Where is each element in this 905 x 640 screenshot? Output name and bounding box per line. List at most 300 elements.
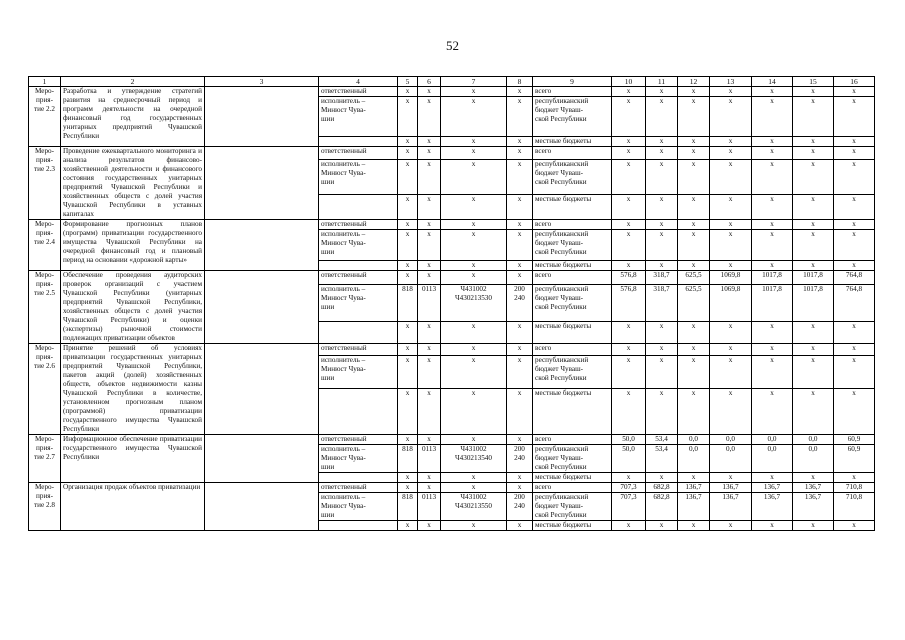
event-number [29,147,61,220]
cell-value: 136,7 [752,493,793,521]
funding-local-label: местные бюджеты [533,137,612,147]
cell-value: 1069,8 [710,284,752,322]
cell-value: 136,7 [793,483,834,493]
cell-x: x [793,322,834,344]
cell-value: 576,8 [612,284,646,322]
cell-value: 0,0 [710,445,752,473]
cell-x: x [793,355,834,389]
event-number-line: Меро- [34,220,55,228]
cell-x: x [441,194,507,219]
cell-x: x [834,137,875,147]
cell-x: x [834,97,875,137]
cell-x: x [678,220,710,230]
cell-x: x [398,521,418,531]
cell-x: x [793,97,834,137]
cell-x: x [441,137,507,147]
responsible-label: ответственный [319,87,398,97]
executor-label: исполнитель – [321,493,366,501]
cell-x: x [441,322,507,344]
column-number: 7 [441,77,507,87]
column-number: 9 [533,77,612,87]
cell-x: x [752,220,793,230]
funding-local-label: местные бюджеты [533,473,612,483]
responsible-label: ответственный [319,271,398,285]
event-empty-cell [205,220,319,271]
funding-line: ской Республики [535,463,587,471]
cell-csr [441,493,507,521]
funding-line: бюджет Чуваш- [535,106,583,114]
cell-x: x [612,355,646,389]
event-number-line: прия- [36,96,53,104]
cell-csr [441,445,507,473]
cell-x: x [398,220,418,230]
cell-value: 136,7 [678,493,710,521]
cell-x: x [612,344,646,356]
cell-x: x [678,137,710,147]
event-number-line: Меро- [34,483,55,491]
funding-local-label: местные бюджеты [533,261,612,271]
cell-x: x [752,521,793,531]
cell-x: x [418,194,441,219]
event-number-line: тие 2.4 [34,238,55,246]
cell-x: x [441,355,507,389]
cell-x: x [507,230,533,261]
cell-x: x [441,483,507,493]
cell-x: x [507,344,533,356]
empty-cell [319,389,398,435]
cell-x: x [793,87,834,97]
cell-x: x [834,355,875,389]
cell-x: x [612,389,646,435]
cell-x: x [418,355,441,389]
event-number-line: Меро- [34,87,55,95]
cell-x: x [398,261,418,271]
event-number-line: тие 2.6 [34,362,55,370]
cell-x: x [418,230,441,261]
cell-x: x [441,435,507,445]
cell-x: x [834,87,875,97]
column-number: 12 [678,77,710,87]
cell-rzpr: 0113 [418,445,441,473]
executor-org-end: шии [321,115,335,123]
funding-line: ской Республики [535,115,587,123]
event-empty-cell [205,271,319,344]
event-number-line: тие 2.7 [34,453,55,461]
responsible-label: ответственный [319,344,398,356]
cell-value: 625,5 [678,271,710,285]
csr-code-2: Ч430213550 [454,502,492,510]
cell-x: x [646,473,678,483]
event-number-line: прия- [36,280,53,288]
cell-x: x [418,344,441,356]
executor-org: Минюст Чува- [321,364,366,373]
cell-value: 764,8 [834,284,875,322]
column-number: 1 [29,77,61,87]
event-empty-cell [205,483,319,531]
cell-grbs: 818 [398,445,418,473]
executor-org-end: шии [321,373,335,382]
executor-label: исполнитель – [321,97,366,105]
csr-code-1: Ч431002 [460,493,487,501]
funding-line: республиканский [535,97,589,105]
funding-local-label: местные бюджеты [533,322,612,344]
column-number: 13 [710,77,752,87]
cell-x: x [710,344,752,356]
cell-x: x [398,230,418,261]
empty-cell [319,137,398,147]
cell-x: x [678,261,710,271]
column-number: 8 [507,77,533,87]
cell-x: x [398,473,418,483]
cell-x: x [646,322,678,344]
responsible-label: ответственный [319,483,398,493]
executor-org: Минюст Чува- [321,168,366,177]
event-number-line: Меро- [34,344,55,352]
executor-cell [319,284,398,322]
cell-x: x [834,322,875,344]
funding-line: бюджет Чуваш- [535,239,583,247]
cell-value: 0,0 [678,435,710,445]
event-description: Проведение ежеквартального мониторинга и анализа результатов финансово-хозяйственной деятельности и финансового состояния государственных унитарных предприятий Чувашской Республики и хозяйственных обществ с долей участия Чувашской Республики в уставных капиталах [61,147,205,220]
cell-x: x [441,97,507,137]
responsible-label: ответственный [319,220,398,230]
cell-x: x [752,344,793,356]
cell-x: x [418,483,441,493]
executor-cell [319,230,398,261]
cell-x: x [710,322,752,344]
cell-x: x [418,435,441,445]
cell-x: x [418,389,441,435]
cell-csr [441,284,507,322]
cell-x: x [418,137,441,147]
cell-x: x [752,261,793,271]
cell-value: 710,8 [834,493,875,521]
event-row-total [29,435,875,445]
event-number [29,483,61,531]
cell-x: x [646,355,678,389]
cell-x: x [710,87,752,97]
event-description: Принятие решений об условиях приватизации государственных унитарных предприятий Чувашской Республики, пакетов акций (долей) хозяйственных обществ, объектов недвижимости казны Чувашской Республики в количестве, установленном прогнозным планом (программой) приватизации государственного имущества Чувашской Республики [61,344,205,435]
cell-value: 0,0 [678,445,710,473]
funding-total-label: всего [533,435,612,445]
csr-code-2: Ч430213530 [454,293,492,302]
event-empty-cell [205,435,319,483]
cell-value: 0,0 [752,435,793,445]
cell-value: 682,8 [646,493,678,521]
cell-x: x [752,230,793,261]
cell-x: x [793,194,834,219]
cell-x: x [398,435,418,445]
cell-x: x [612,521,646,531]
event-row-total [29,87,875,97]
cell-value: 710,8 [834,483,875,493]
cell-x: x [441,473,507,483]
cell-x: x [834,473,875,483]
funding-line: бюджет Чуваш- [535,168,583,177]
event-number [29,220,61,271]
cell-x: x [612,473,646,483]
cell-grbs: 818 [398,493,418,521]
cell-x: x [507,271,533,285]
cell-x: x [441,521,507,531]
cell-value: 53,4 [646,445,678,473]
cell-x: x [710,147,752,160]
cell-x: x [793,473,834,483]
cell-x: x [646,87,678,97]
cell-x: x [646,194,678,219]
funding-line: ской Республики [535,511,587,519]
cell-x: x [507,355,533,389]
funding-republic-label [533,159,612,194]
cell-x: x [441,389,507,435]
vr-code-1: 200 [514,493,525,501]
cell-x: x [752,147,793,160]
cell-value: 318,7 [646,271,678,285]
cell-x: x [834,220,875,230]
cell-value: 1017,8 [793,284,834,322]
executor-cell [319,355,398,389]
cell-x: x [646,230,678,261]
cell-x: x [646,220,678,230]
event-number-line: прия- [36,353,53,361]
executor-cell [319,493,398,521]
funding-local-label: местные бюджеты [533,521,612,531]
funding-republic-label [533,284,612,322]
cell-x: x [646,261,678,271]
cell-x: x [507,87,533,97]
cell-x: x [752,87,793,97]
funding-line: ской Республики [535,177,587,186]
column-number: 16 [834,77,875,87]
cell-x: x [710,389,752,435]
cell-x: x [441,261,507,271]
column-number: 11 [646,77,678,87]
cell-x: x [612,159,646,194]
cell-x: x [834,159,875,194]
event-number-line: Меро- [34,147,55,155]
cell-value: 682,8 [646,483,678,493]
funding-total-label: всего [533,271,612,285]
cell-value: 136,7 [752,483,793,493]
cell-x: x [507,97,533,137]
cell-x: x [507,147,533,160]
spacer [321,124,395,136]
cell-x: x [418,521,441,531]
cell-x: x [793,147,834,160]
empty-cell [319,322,398,344]
cell-x: x [752,355,793,389]
cell-x: x [612,261,646,271]
cell-vr [507,493,533,521]
funding-republic-label [533,230,612,261]
cell-x: x [834,230,875,261]
event-number [29,344,61,435]
funding-line: бюджет Чуваш- [535,364,583,373]
cell-x: x [752,473,793,483]
funding-line: республиканский [535,284,589,293]
funding-total-label: всего [533,483,612,493]
cell-x: x [441,344,507,356]
column-number: 15 [793,77,834,87]
event-number-line: прия- [36,229,53,237]
funding-line: бюджет Чуваш- [535,502,583,510]
cell-x: x [678,389,710,435]
cell-value: 0,0 [793,435,834,445]
cell-x: x [678,473,710,483]
responsible-label: ответственный [319,147,398,160]
cell-value: 625,5 [678,284,710,322]
cell-x: x [507,137,533,147]
cell-x: x [646,137,678,147]
column-number: 5 [398,77,418,87]
executor-cell [319,159,398,194]
event-number [29,435,61,483]
cell-value: 0,0 [752,445,793,473]
cell-x: x [507,220,533,230]
vr-code-2: 240 [514,293,525,302]
funding-local-label: местные бюджеты [533,194,612,219]
cell-x: x [507,389,533,435]
cell-x: x [612,97,646,137]
column-number: 10 [612,77,646,87]
cell-x: x [793,159,834,194]
cell-x: x [752,159,793,194]
cell-x: x [398,147,418,160]
event-number-line: прия- [36,444,53,452]
event-description: Обеспечение проведения аудиторских проверок организаций с участием Чувашской Республики (унитарных предприятий Чувашской Республики, хозяйственных обществ с долей участия Чувашской Республики) и оценки (экспертизы) рыночной стоимости подлежащих приватизации объектов [61,271,205,344]
executor-org: Минюст Чува- [321,239,366,247]
cell-value: 0,0 [793,445,834,473]
cell-x: x [793,220,834,230]
cell-x: x [612,147,646,160]
executor-org: Минюст Чува- [321,293,366,302]
cell-x: x [834,147,875,160]
cell-x: x [612,322,646,344]
cell-x: x [398,322,418,344]
cell-x: x [710,159,752,194]
cell-x: x [710,261,752,271]
cell-value: 50,0 [612,435,646,445]
cell-x: x [834,344,875,356]
empty-cell [319,261,398,271]
cell-x: x [507,159,533,194]
cell-x: x [418,473,441,483]
cell-value: 576,8 [612,271,646,285]
cell-x: x [398,87,418,97]
cell-value: 53,4 [646,435,678,445]
cell-x: x [710,521,752,531]
event-empty-cell [205,147,319,220]
cell-x: x [678,159,710,194]
cell-x: x [398,194,418,219]
funding-line: ской Республики [535,248,587,256]
cell-x: x [793,137,834,147]
funding-local-label: местные бюджеты [533,389,612,435]
cell-x: x [710,230,752,261]
cell-x: x [612,137,646,147]
cell-x: x [398,97,418,137]
cell-x: x [834,194,875,219]
responsible-label: ответственный [319,435,398,445]
cell-x: x [418,147,441,160]
cell-x: x [612,220,646,230]
cell-x: x [507,521,533,531]
vr-code-1: 200 [514,284,525,293]
funding-total-label: всего [533,344,612,356]
vr-code-2: 240 [514,454,525,462]
executor-cell [319,97,398,137]
cell-x: x [752,137,793,147]
funding-line: республиканский [535,445,589,453]
cell-value: 318,7 [646,284,678,322]
cell-x: x [612,87,646,97]
cell-x: x [612,230,646,261]
csr-code-1: Ч431002 [460,445,487,453]
event-description: Информационное обеспечение приватизации государственного имущества Чувашской Республики [61,435,205,483]
executor-label: исполнитель – [321,159,366,168]
funding-total-label: всего [533,147,612,160]
executor-label: исполнитель – [321,355,366,364]
cell-x: x [678,322,710,344]
cell-x: x [418,261,441,271]
funding-line: республиканский [535,355,589,364]
cell-x: x [418,271,441,285]
cell-x: x [678,230,710,261]
cell-x: x [793,344,834,356]
cell-x: x [418,159,441,194]
event-description: Формирование прогнозных планов (программ) приватизации государственного имущества Чувашской Республики на очередной финансовый год и плановый период на основании «дорожной карты» [61,220,205,271]
cell-x: x [710,220,752,230]
cell-x: x [507,473,533,483]
event-row-total [29,147,875,160]
event-number-line: Меро- [34,271,55,279]
cell-x: x [752,97,793,137]
cell-x: x [678,147,710,160]
cell-x: x [418,220,441,230]
event-number-line: тие 2.8 [34,501,55,509]
funding-line: бюджет Чуваш- [535,293,583,302]
cell-x: x [441,271,507,285]
spacer [321,195,395,214]
cell-rzpr: 0113 [418,493,441,521]
event-row-total [29,483,875,493]
cell-x: x [710,473,752,483]
column-number: 2 [61,77,205,87]
column-number: 3 [205,77,319,87]
cell-x: x [793,261,834,271]
page-number: 52 [446,38,459,53]
cell-x: x [834,261,875,271]
executor-cell [319,445,398,473]
cell-grbs: 818 [398,284,418,322]
event-row-total [29,271,875,285]
cell-value: 136,7 [793,493,834,521]
event-description: Организация продаж объектов приватизации [61,483,205,531]
executor-org: Минюст Чува- [321,454,366,462]
cell-x: x [398,271,418,285]
cell-x: x [646,344,678,356]
cell-x: x [834,521,875,531]
cell-value: 60,9 [834,435,875,445]
cell-x: x [710,194,752,219]
cell-x: x [678,344,710,356]
vr-code-1: 200 [514,445,525,453]
event-number-line: тие 2.3 [34,165,55,173]
column-number: 6 [418,77,441,87]
executor-org-end: шии [321,511,335,519]
event-empty-cell [205,344,319,435]
funding-total-label: всего [533,220,612,230]
